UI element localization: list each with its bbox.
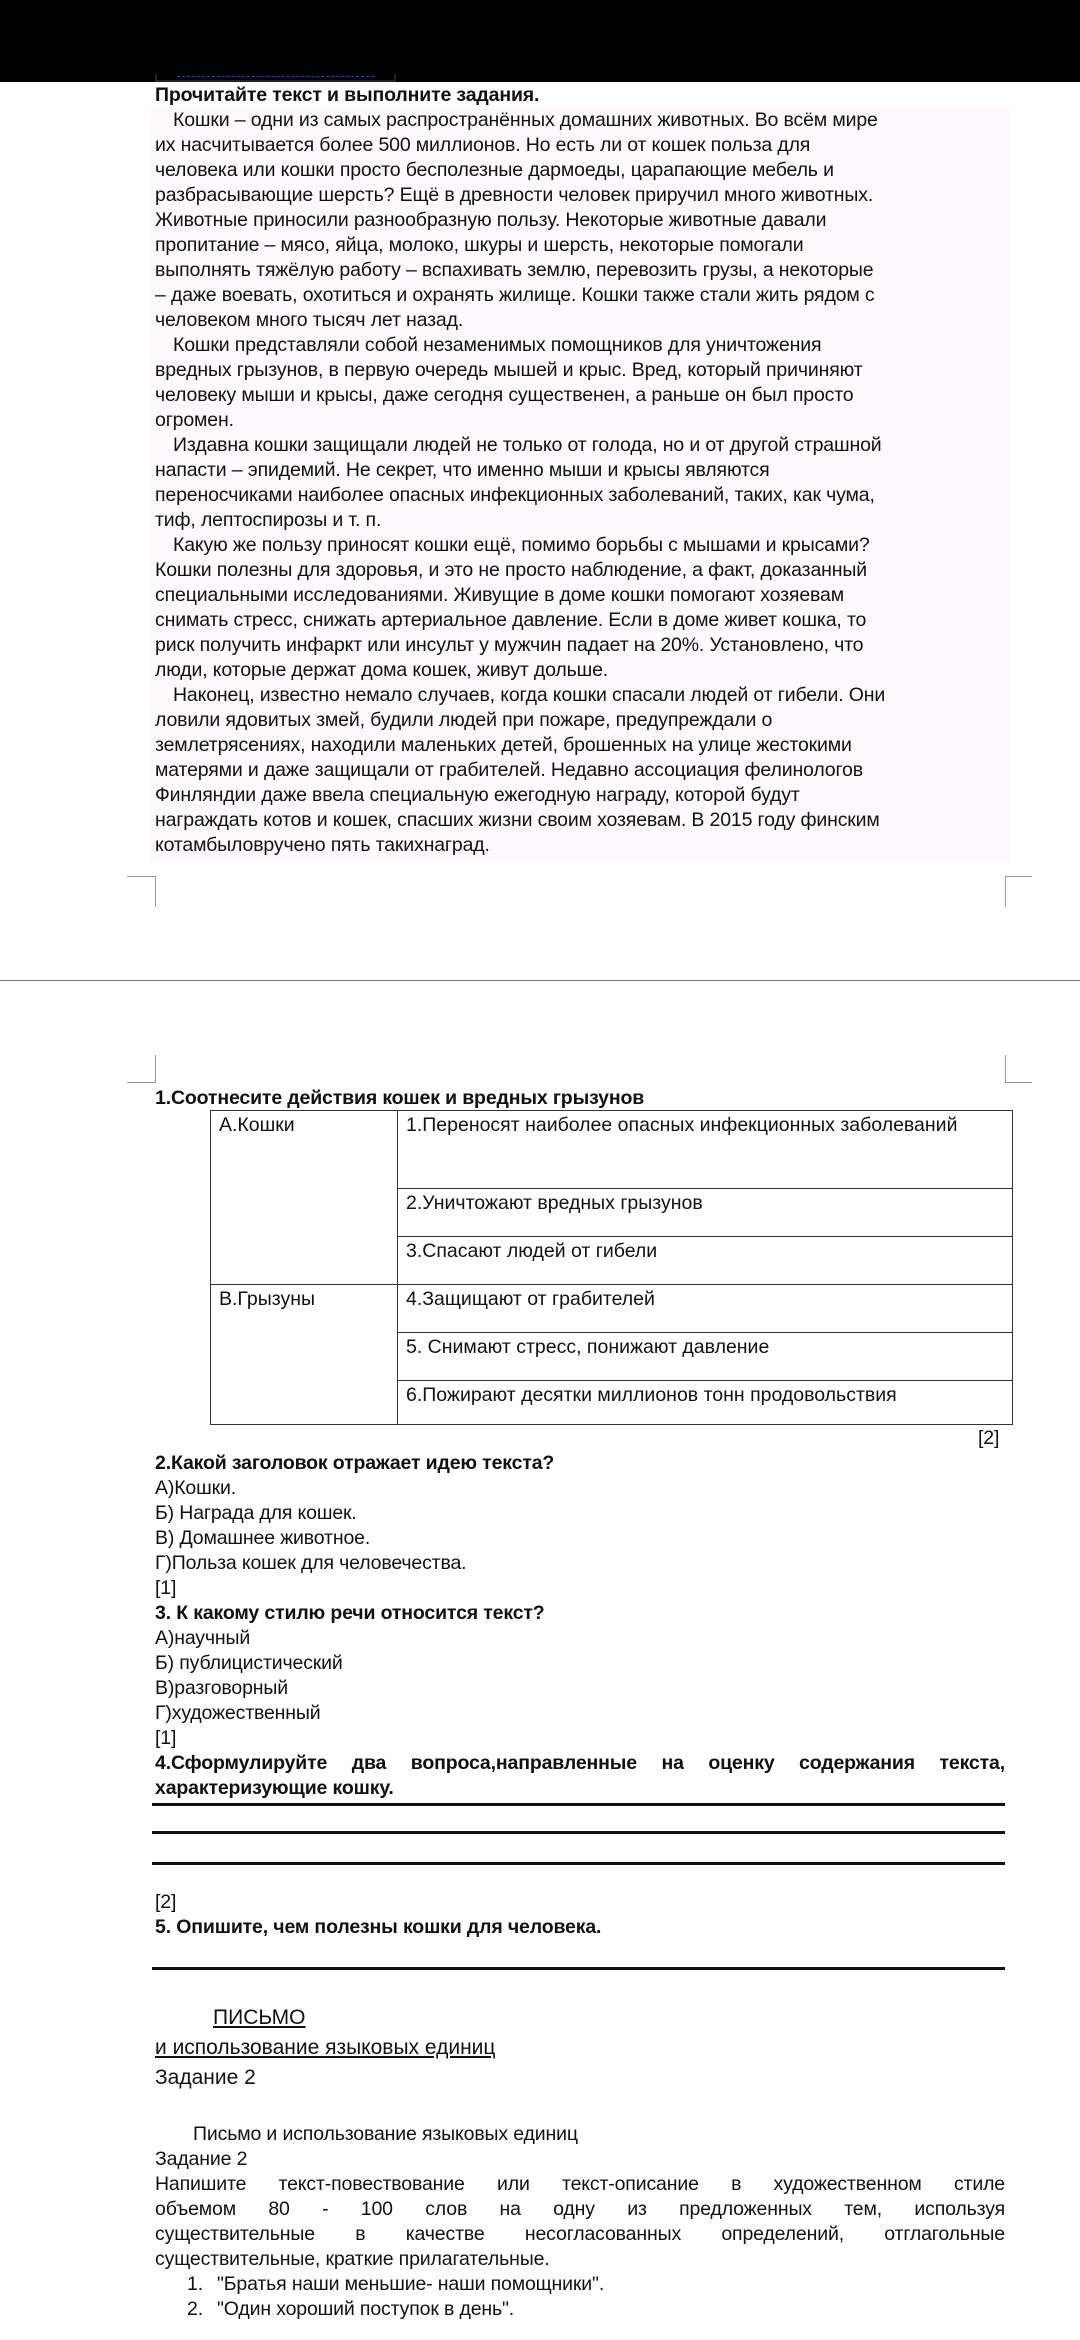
paragraph-line: человеку мыши и крысы, даже сегодня существенен, а раньше он был просто	[155, 384, 854, 406]
paragraph-line: риск получить инфаркт или инсульт у мужчин падает на 20%. Установлено, что	[155, 634, 864, 656]
reading-section	[155, 83, 1005, 858]
option: Б) Награда для кошек.	[155, 1502, 357, 1524]
question-4-title: 4.Сформулируйте два вопроса,направленные на оценку содержания текста,	[155, 1752, 1005, 1774]
match-item: 2.Уничтожают вредных грызунов	[398, 1189, 1013, 1237]
option: В) Домашнее животное.	[155, 1527, 371, 1549]
status-bar	[0, 0, 1080, 82]
paragraph-line: огромен.	[155, 409, 234, 431]
paragraph-line: Кошки представляли собой незаменимых помощников для уничтожения	[173, 334, 822, 356]
question-2	[155, 1451, 1005, 1801]
paragraph-line: специальными исследованиями. Живущие в доме кошки помогают хозяевам	[155, 584, 844, 606]
answer-line[interactable]	[152, 1862, 1005, 1865]
question-5-title: 5. Опишите, чем полезны кошки для человека.	[155, 1916, 602, 1938]
paragraph-line: ловили ядовитых змей, будили людей при пожаре, предупреждали о	[155, 709, 773, 731]
page-divider	[0, 980, 1080, 981]
instruction-line: существительные, краткие прилагательные.	[155, 2248, 550, 2270]
writing-heading-3: Задание 2	[155, 2066, 256, 2089]
paragraph-line: вредных грызунов, в первую очередь мышей и крыс. Вред, который причиняют	[155, 359, 863, 381]
topic-number: 2.	[187, 2298, 203, 2320]
question-3-title: 3. К какому стилю речи относится текст?	[155, 1602, 545, 1624]
question-1-title-wrap	[155, 1086, 1005, 1111]
paragraph-line: – даже воевать, охотиться и охранять жилище. Кошки также стали жить рядом с	[155, 284, 875, 306]
question-2-score: [1]	[155, 1577, 177, 1599]
topic-number: 1.	[187, 2273, 203, 2295]
paragraph-line: Какую же пользу приносят кошки ещё, помимо борьбы с мышами и крысами?	[173, 534, 870, 556]
paragraph-line: Кошки полезны для здоровья, и это не просто наблюдение, а факт, доказанный	[155, 559, 867, 581]
writing-heading-1: ПИСЬМО	[213, 2006, 306, 2029]
matching-table	[210, 1110, 1013, 1425]
question-4-title: характеризующие кошку.	[155, 1777, 394, 1799]
reading-paragraphs	[155, 108, 1005, 858]
paragraph-line: напасти – эпидемий. Не секрет, что именно мыши и крысы являются	[155, 459, 770, 481]
topic-item	[155, 2297, 1005, 2322]
writing-heading-2: и использование языковых единиц	[155, 2036, 496, 2059]
answer-line[interactable]	[152, 1803, 1005, 1806]
match-item: 3.Спасают людей от гибели	[398, 1237, 1013, 1285]
paragraph-line: человека или кошки просто бесполезные дармоеды, царапающие мебель и	[155, 159, 834, 181]
question-2-title: 2.Какой заголовок отражает идею текста?	[155, 1452, 555, 1474]
paragraph-line: их насчитывается более 500 миллионов. Но есть ли от кошек польза для	[155, 134, 811, 156]
paragraph-line: люди, которые держат дома кошек, живут дольше.	[155, 659, 609, 681]
instruction-line: существительные в качестве несогласованных определений, отглагольные	[155, 2223, 1005, 2245]
match-item: 5. Снимают стресс, понижают давление	[398, 1333, 1013, 1381]
topic-text: "Один хороший поступок в день".	[217, 2298, 515, 2320]
writing-subtitle: Письмо и использование языковых единиц	[193, 2123, 578, 2145]
instruction-line: Напишите текст-повествование или текст-описание в художественном стиле	[155, 2173, 1005, 2195]
writing-task	[155, 2122, 1005, 2322]
page-corner-mark	[1005, 1055, 1032, 1083]
paragraph-line: награждать котов и кошек, спасших жизни своим хозяевам. В 2015 году финским	[155, 809, 880, 831]
match-item: 4.Защищают от грабителей	[398, 1285, 1013, 1333]
topic-item	[155, 2272, 1005, 2297]
paragraph-line: Издавна кошки защищали людей не только от голода, но и от другой страшной	[173, 434, 882, 456]
paragraph-line: тиф, лептоспирозы и т. п.	[155, 509, 382, 531]
paragraph-line: Финляндии даже ввела специальную ежегодную награду, которой будут	[155, 784, 800, 806]
paragraph-line: Животные приносили разнообразную пользу. Некоторые животные давали	[155, 209, 827, 231]
paragraph-line: Наконец, известно немало случаев, когда кошки спасали людей от гибели. Они	[173, 684, 886, 706]
page-corner-mark	[127, 1055, 156, 1083]
option: Г)Польза кошек для человечества.	[155, 1552, 467, 1574]
option: Б) публицистический	[155, 1652, 343, 1674]
option: А)научный	[155, 1627, 251, 1649]
paragraph-line: матерями и даже защищали от грабителей. Недавно ассоциация фелинологов	[155, 759, 863, 781]
group-rodents: В.Грызуны	[211, 1285, 398, 1425]
option: А)Кошки.	[155, 1477, 236, 1499]
writing-heading	[155, 2003, 1005, 2093]
match-item: 1.Переносят наиболее опасных инфекционных заболеваний	[398, 1111, 1013, 1189]
page-corner-mark	[1005, 876, 1032, 907]
page-corner-mark	[127, 876, 156, 907]
paragraph-line: землетрясениях, находили маленьких детей, брошенных на улице жестокими	[155, 734, 852, 756]
option: В)разговорный	[155, 1677, 288, 1699]
group-cats: А.Кошки	[211, 1111, 398, 1285]
answer-line[interactable]	[152, 1831, 1005, 1834]
paragraph-line: разбрасывающие шерсть? Ещё в древности человек приручил много животных.	[155, 184, 874, 206]
reading-title: Прочитайте текст и выполните задания.	[155, 84, 540, 106]
topic-text: "Братья наши меньшие- наши помощники".	[217, 2273, 605, 2295]
question-4-score-wrap	[155, 1890, 1005, 1940]
option: Г)художественный	[155, 1702, 321, 1724]
paragraph-line: выполнять тяжёлую работу – вспахивать землю, перевозить грузы, а некоторые	[155, 259, 874, 281]
question-3-score: [1]	[155, 1727, 177, 1749]
paragraph-line: переносчиками наиболее опасных инфекционных заболеваний, таких, как чума,	[155, 484, 875, 506]
writing-task-label: Задание 2	[155, 2148, 248, 2170]
paragraph-line: человеком много тысяч лет назад.	[155, 309, 464, 331]
question-1-title: 1.Соотнесите действия кошек и вредных грызунов	[155, 1087, 645, 1109]
paragraph-line: пропитание – мясо, яйца, молоко, шкуры и шерсть, некоторые помогали	[155, 234, 804, 256]
question-1-score: [2]	[978, 1427, 1000, 1449]
question-4-score: [2]	[155, 1891, 177, 1913]
paragraph-line: Кошки – одни из самых распространённых домашних животных. Во всём мире	[173, 109, 878, 131]
match-item: 6.Пожирают десятки миллионов тонн продовольствия	[398, 1381, 1013, 1425]
instruction-line: объемом 80 - 100 слов на одну из предложенных тем, используя	[155, 2198, 1005, 2220]
header-fragment	[155, 74, 396, 82]
answer-line[interactable]	[152, 1967, 1005, 1970]
paragraph-line: котамбыловручено пять такихнаград.	[155, 834, 490, 856]
paragraph-line: снимать стресс, снижать артериальное давление. Если в доме живет кошка, то	[155, 609, 867, 631]
